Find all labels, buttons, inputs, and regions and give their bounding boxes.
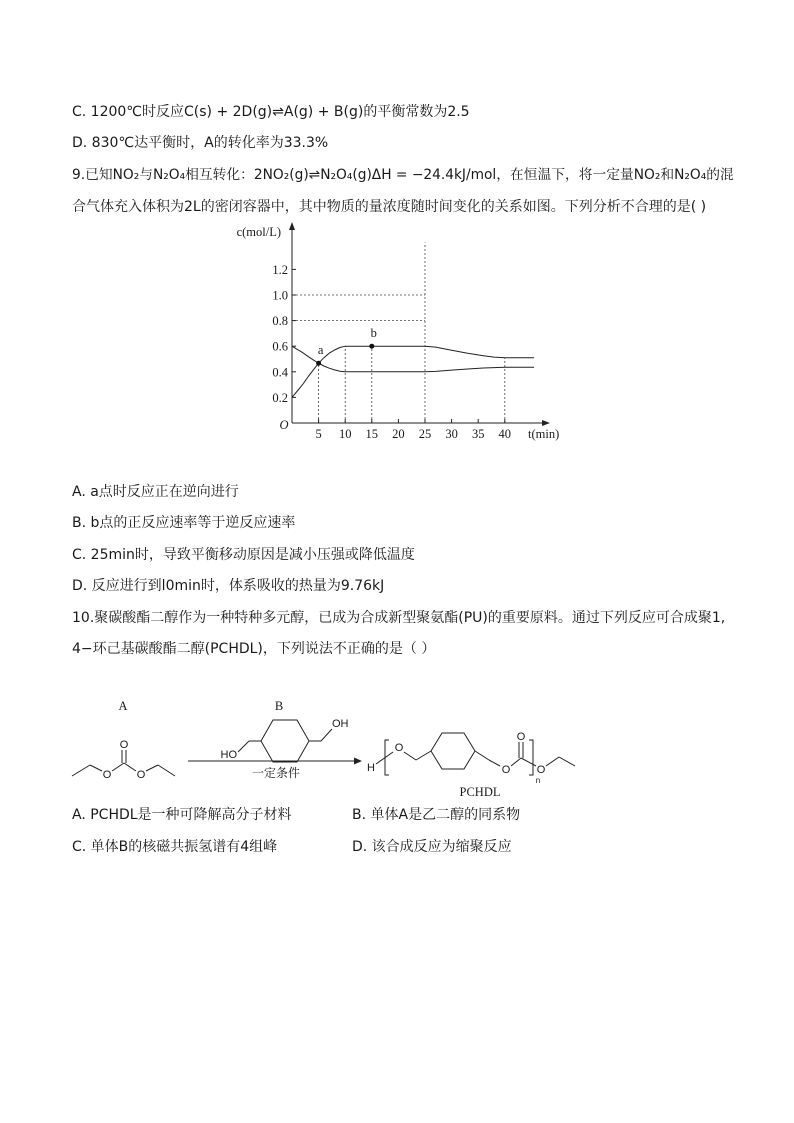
q10-option-d: D. 该合成反应为缩聚反应: [352, 839, 512, 855]
y-tick-label: 0.2: [272, 390, 288, 405]
q8-option-c: C. 1200℃时反应C(s) + 2D(g)⇌A(g) + B(g)的平衡常数为2.5: [72, 104, 470, 120]
bond: [124, 763, 136, 771]
right-repeat-bracket: [529, 740, 533, 775]
x-tick-label: 30: [445, 427, 458, 441]
bond: [546, 757, 559, 766]
q10-stem-line-2: 4−环己基碳酸酯二醇(PCHDL)，下列说法不正确的是（ ）: [72, 641, 436, 657]
bond: [475, 751, 489, 760]
reaction-arrow: [188, 758, 362, 781]
x-axis-arrow: [542, 420, 550, 426]
bond: [238, 741, 249, 752]
x-tick-label: 35: [471, 427, 485, 441]
concentration-curve-1: [292, 346, 534, 372]
point-a-marker: [316, 361, 321, 366]
q8-option-d: D. 830℃达平衡时，A的转化率为33.3%: [72, 135, 329, 151]
concentration-time-chart: [220, 215, 580, 450]
arrow-head: [354, 758, 362, 765]
bond: [146, 765, 158, 771]
monomer-a-label: A: [118, 699, 128, 713]
carbonyl-oxygen-atom: O: [516, 731, 526, 743]
bond: [158, 765, 175, 776]
point-a-label: a: [317, 343, 324, 358]
y-tick-label: 0.4: [272, 365, 288, 380]
oxygen-atom: O: [394, 742, 404, 754]
point-b-label: b: [370, 326, 377, 341]
y-tick-label: 1.0: [272, 288, 288, 303]
x-tick-label: 10: [338, 427, 352, 441]
bond: [521, 758, 536, 766]
y-axis-label: c(mol/L): [236, 225, 281, 240]
y-tick-label: 0.6: [272, 339, 288, 354]
q10-option-c: C. 单体B的核磁共振氢谱有4组峰: [72, 839, 278, 855]
y-axis-arrow: [289, 222, 295, 230]
bond: [511, 758, 521, 766]
point-b-marker: [369, 344, 374, 349]
oxygen-atom: O: [136, 769, 146, 781]
x-axis-label: t(min): [528, 427, 560, 441]
x-tick-label: 20: [392, 427, 405, 441]
cyclohexane-ring: [261, 720, 309, 762]
q9-option-a: A. a点时反应正在逆向进行: [72, 484, 239, 500]
monomer-a-structure: [72, 699, 175, 781]
bond: [416, 751, 431, 760]
x-tick-label: 25: [418, 427, 432, 441]
q9-stem-line-1: 9.已知NO₂与N₂O₄相互转化：2NO₂(g)⇌N₂O₄(g)ΔH = −24.4kJ/mol，在恒温下，将一定量NO₂和N₂O₄的混: [72, 167, 734, 183]
oxygen-atom: O: [501, 764, 511, 776]
bond: [90, 765, 102, 771]
oxygen-atom: O: [102, 769, 112, 781]
product-label: PCHDL: [459, 785, 501, 799]
bond: [489, 760, 500, 766]
hydroxyl-group-right: OH: [332, 718, 349, 730]
bond: [112, 763, 124, 771]
q10-stem-line-1: 10.聚碳酸酯二醇作为一种特种多元醇，已成为合成新型聚氨酯(PU)的重要原料。通过下列反应可合成聚1,: [72, 610, 726, 626]
reaction-scheme: [60, 690, 590, 805]
q9-option-c: C. 25min时，导致平衡移动原因是减小压强或降低温度: [72, 547, 415, 563]
x-tick-label: 5: [315, 427, 322, 441]
repeat-count-n: n: [535, 776, 541, 785]
bond: [72, 765, 90, 776]
y-tick-label: 1.2: [272, 262, 288, 277]
q9-option-d: D. 反应进行到l0min时，体系吸收的热量为9.76kJ: [72, 578, 385, 594]
reaction-condition: 一定条件: [251, 766, 301, 780]
end-hydrogen-atom: H: [367, 762, 375, 774]
origin-label: O: [279, 418, 289, 432]
q10-option-b: B. 单体A是乙二醇的同系物: [352, 807, 521, 823]
bond: [404, 752, 416, 760]
q9-option-b: B. b点的正反应速率等于逆反应速率: [72, 515, 296, 531]
x-tick-label: 15: [365, 427, 379, 441]
carbonyl-oxygen-atom: O: [119, 739, 129, 751]
x-tick-label: 40: [498, 427, 512, 441]
q10-option-a: A. PCHDL是一种可降解高分子材料: [72, 807, 292, 823]
monomer-b-label: B: [274, 699, 284, 713]
monomer-b-structure: [221, 699, 349, 762]
product-structure: [367, 731, 575, 799]
hydroxyl-group-left: HO: [220, 749, 237, 761]
bond: [559, 757, 575, 766]
q9-stem-line-2: 合气体充入体积为2L的密闭容器中，其中物质的量浓度随时间变化的关系如图。下列分析不合理的是( ): [72, 199, 707, 215]
bond: [321, 729, 332, 741]
oxygen-atom: O: [536, 764, 546, 776]
y-tick-label: 0.8: [272, 314, 288, 329]
cyclohexane-ring: [431, 733, 475, 769]
